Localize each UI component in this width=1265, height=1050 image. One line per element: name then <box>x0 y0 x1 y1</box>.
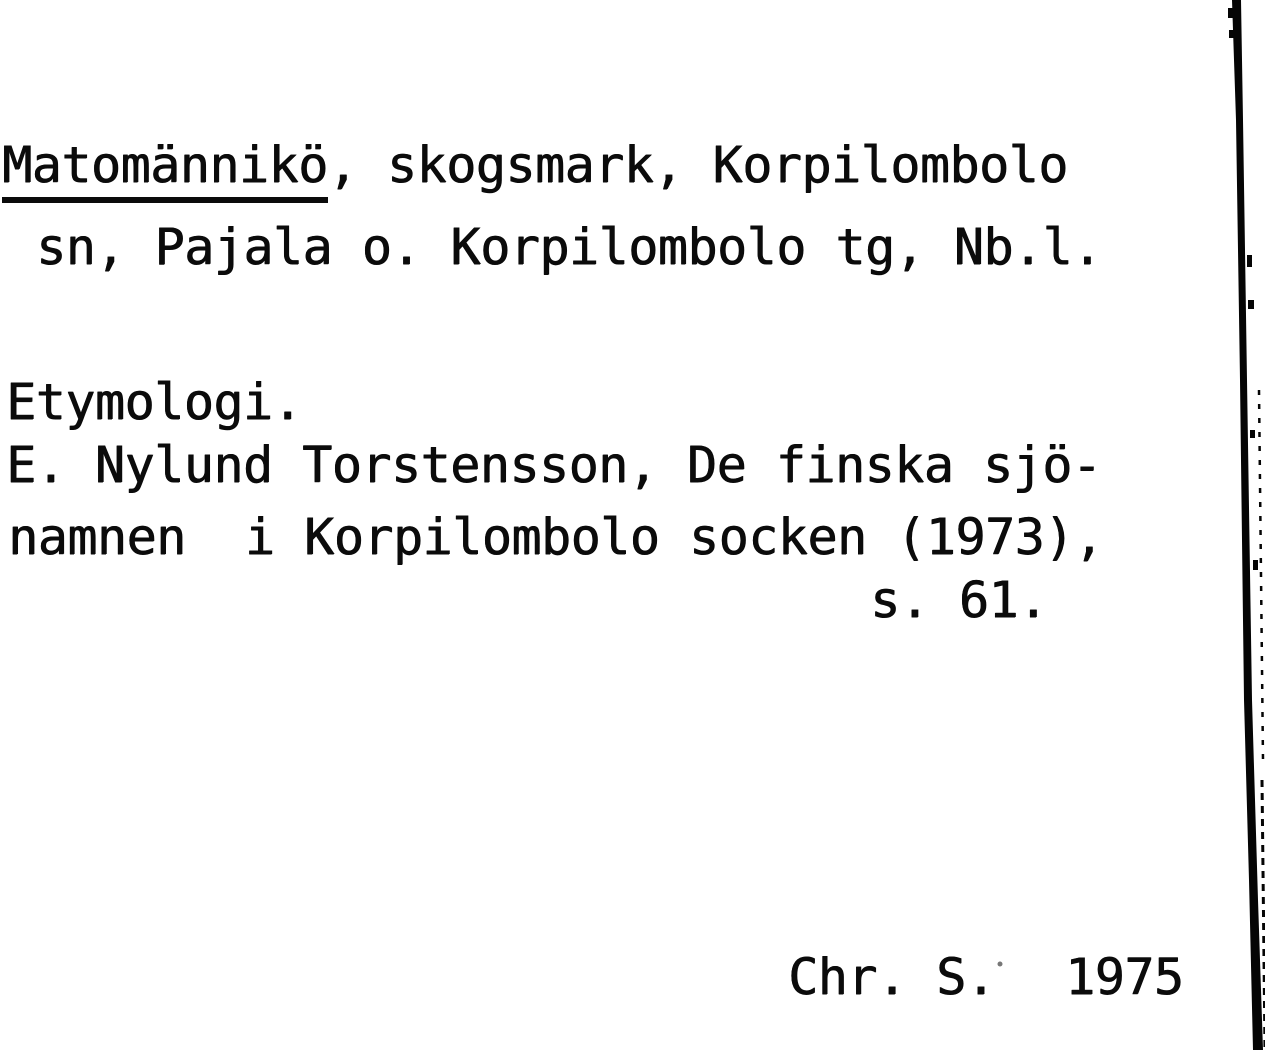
reference-line-1: E. Nylund Torstensson, De finska sjö- <box>6 436 1102 494</box>
headword: Matomännikö <box>2 136 328 203</box>
year: 1975 <box>1065 948 1184 1006</box>
reference-page: s. 61. <box>870 571 1048 629</box>
section-heading: Etymologi. <box>6 373 303 431</box>
location-line: sn, Pajala o. Korpilombolo tg, Nb.l. <box>36 218 1102 276</box>
reference-line-2: namnen i Korpilombolo socken (1973), <box>8 508 1104 566</box>
headword-details: , skogsmark, Korpilombolo <box>327 136 1068 194</box>
signature: Chr. S. <box>788 948 996 1006</box>
headword-line <box>2 136 1068 194</box>
